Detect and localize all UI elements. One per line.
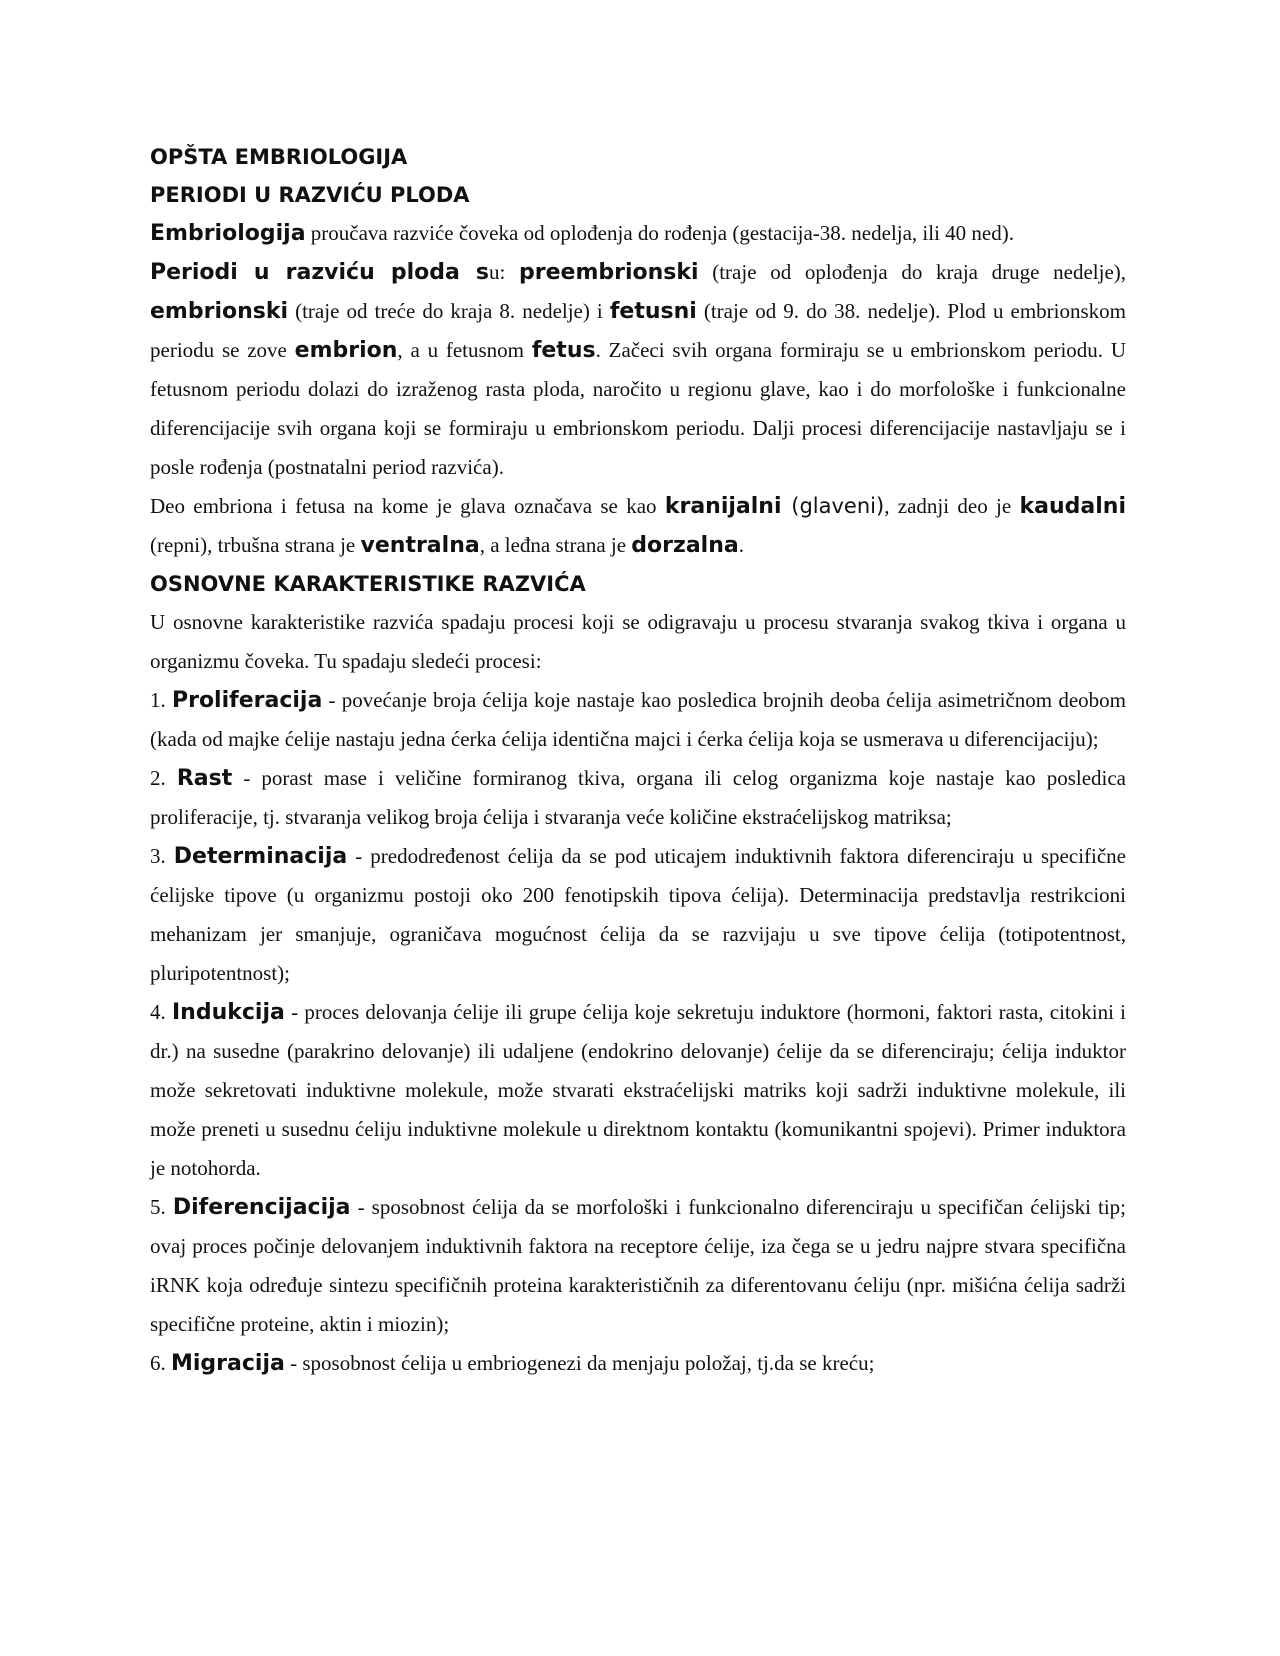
heading-basic-characteristics: OSNOVNE KARAKTERISTIKE RAZVIĆA bbox=[150, 572, 586, 596]
list-item-proliferation bbox=[150, 681, 1126, 759]
term-caudal: kaudalni bbox=[1019, 494, 1126, 519]
heading-periods: PERIODI U RAZVIĆU PLODA bbox=[150, 183, 470, 207]
term-preembryonic: preembrionski bbox=[519, 260, 699, 285]
list-item-induction bbox=[150, 993, 1126, 1188]
document-page bbox=[150, 138, 1126, 1383]
list-number: 1. bbox=[150, 688, 172, 712]
list-item-text: - sposobnost ćelija da se morfološki i funkcionalno diferenciraju u specifičan ćelijski tip; ovaj proces počinje delovanjem induktivnih faktora na receptore ćelije, iza čega se u jedru najpre stvara specifična iRNK koja određuje sintezu specifičnih proteina karakterističnih za diferentovanu ćeliju (npr. mišićna ćelija sadrži specifične proteine, aktin i miozin); bbox=[150, 1195, 1127, 1336]
paragraph-text: , a leđna strana je bbox=[479, 533, 632, 557]
term-embryo: embrion bbox=[294, 338, 398, 363]
paragraph-text: (repni), trbušna strana je bbox=[150, 533, 361, 557]
paragraph-periods bbox=[150, 253, 1126, 487]
term-embryonic: embrionski bbox=[150, 299, 289, 324]
term-growth: Rast bbox=[176, 766, 233, 791]
list-item-text: - sposobnost ćelija u embriogenezi da menjaju položaj, tj.da se kreću; bbox=[284, 1351, 875, 1375]
paragraph-text: (traje od 9. do 38. nedelje). Plod u embrionskom periodu se zove bbox=[150, 299, 1126, 362]
paragraph-text: . Začeci svih organa formiraju se u embrionskom periodu. U fetusnom periodu dolazi do izraženog rasta ploda, naročito u regionu glave, kao i do morfološke i funkcionalne diferencijacije svih organa koji se formiraju u embrionskom periodu. Dalji procesi diferencijacije nastavljaju se i posle rođenja (postnatalni period razvića). bbox=[150, 338, 1126, 479]
term-migration: Migracija bbox=[171, 1351, 285, 1376]
term-induction: Indukcija bbox=[172, 1000, 285, 1025]
term-differentiation: Diferencijacija bbox=[172, 1195, 351, 1220]
term-cranial: kranijalni bbox=[664, 494, 782, 519]
list-number: 2. bbox=[150, 766, 177, 790]
list-item-migration bbox=[150, 1344, 1126, 1383]
term-cranial-gloss: (glaveni) bbox=[781, 494, 885, 518]
paragraph-text: , zadnji deo je bbox=[884, 494, 1020, 518]
list-item-text: - povećanje broja ćelija koje nastaje kao posledica brojnih deoba ćelija asimetričnom deobom (kada od majke ćelije nastaju jedna ćerka ćelija identična majci i ćerka ćelija koja se usmerava u diferencijaciju); bbox=[150, 688, 1127, 751]
list-item-text: - predodređenost ćelija da se pod uticajem induktivnih faktora diferenciraju u specifične ćelijske tipove (u organizmu postoji oko 200 fenotipskih tipova ćelija). Determinacija predstavlja restrikcioni mehanizam jer smanjuje, ograničava mogućnost ćelija da se razvijaju u sve tipove ćelija (totipotentnost, pluripotentnost); bbox=[150, 844, 1126, 985]
paragraph-characteristics-intro: U osnovne karakteristike razvića spadaju procesi koji se odigravaju u procesu stvaranja svakog tkiva i organa u organizmu čoveka. Tu spadaju sledeći procesi: bbox=[150, 610, 1126, 673]
term-determination: Determinacija bbox=[173, 844, 348, 869]
paragraph-text: . bbox=[738, 533, 744, 557]
list-item-differentiation bbox=[150, 1188, 1126, 1344]
list-item-text: - porast mase i veličine formiranog tkiva, organa ili celog organizma koje nastaje kao posledica proliferacije, tj. stvaranja velikog broja ćelija i stvaranja veće količine ekstraćelijskog matriksa; bbox=[150, 766, 1127, 829]
paragraph-text: Deo embriona i fetusa na kome je glava označava se kao bbox=[150, 494, 665, 518]
paragraph-text: , a u fetusnom bbox=[397, 338, 532, 362]
term-proliferation: Proliferacija bbox=[171, 688, 323, 713]
paragraph-text: (traje od treće do kraja 8. nedelje) i bbox=[288, 299, 610, 323]
list-number: 4. bbox=[150, 1000, 172, 1024]
term-periods: Periodi u razviću ploda s bbox=[150, 260, 489, 285]
paragraph-text: (traje od oplođenja do kraja druge nedelje), bbox=[698, 260, 1127, 284]
paragraph-text: u: bbox=[489, 260, 520, 284]
term-fetus: fetus bbox=[531, 338, 596, 363]
list-number: 5. bbox=[150, 1195, 173, 1219]
paragraph-text: proučava razviće čoveka od oplođenja do rođenja (gestacija-38. nedelja, ili 40 ned). bbox=[305, 221, 1014, 245]
term-dorsal: dorzalna bbox=[631, 533, 739, 558]
paragraph-orientation bbox=[150, 487, 1126, 565]
term-embryology: Embriologija bbox=[150, 221, 306, 246]
term-fetal: fetusni bbox=[609, 299, 697, 324]
list-item-text: - proces delovanja ćelije ili grupe ćelija koje sekretuju induktore (hormoni, faktori rasta, citokini i dr.) na susedne (parakrino delovanje) ili udaljene (endokrino delovanje) ćelije da se diferenciraju; ćelija induktor može sekretovati induktivne molekule, može stvarati ekstraćelijski matriks koji sadrži induktivne molekule, ili može preneti u susednu ćeliju induktivne molekule u direktnom kontaktu (komunikantni spojevi). Primer induktora je notohorda. bbox=[150, 1000, 1127, 1180]
term-ventral: ventralna bbox=[360, 533, 480, 558]
list-item-determination bbox=[150, 837, 1126, 993]
list-number: 3. bbox=[150, 844, 174, 868]
list-item-growth bbox=[150, 759, 1126, 837]
list-number: 6. bbox=[150, 1351, 171, 1375]
paragraph-embryology bbox=[150, 214, 1126, 253]
heading-general-embryology: OPŠTA EMBRIOLOGIJA bbox=[150, 145, 408, 169]
